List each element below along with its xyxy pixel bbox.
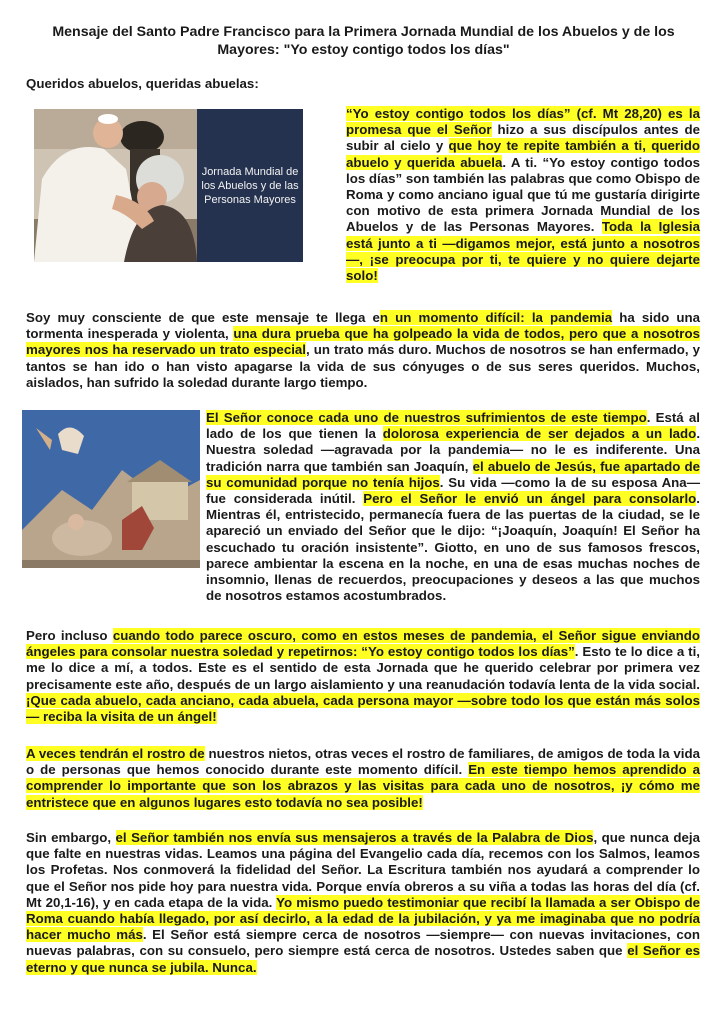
text-run: . Está al lado de los que tienen la (206, 410, 700, 442)
paragraph-5 (26, 746, 700, 811)
text-run: Toda la Iglesia está junto a ti —digamos mejor, está junto a nosotros—, ¡se preocupa por ti, te quiere y no quiere dejarte solo! (346, 219, 700, 284)
jornada-banner: Jornada Mundial de los Abuelos y de las Personas Mayores (197, 109, 303, 262)
pope-embrace-photo (34, 109, 303, 262)
pope-embrace-illustration (34, 109, 197, 262)
paragraph-6 (26, 830, 700, 976)
text-run: Soy muy consciente de que este mensaje te llega e (26, 310, 380, 325)
text-run: nuestros nietos, otras veces el rostro de familiares, de amigos de toda la vida o de personas que hemos conocido durante este momento difícil. (26, 746, 701, 778)
text-run: . Su vida —como la de su esposa Ana— fue considerada inútil. (206, 474, 700, 507)
text-run: Sin embargo, (26, 830, 116, 845)
text-run: . A ti. “Yo estoy contigo todos los días” son también las palabras que como Obispo de Roma y como anciano igual que tú me gustaría dirigirte con motivo de esta primera Jornada Mundial de los Abuelos y de las Personas Mayores. (346, 154, 700, 235)
text-run: . Mientras él, entristecido, permanecía fuera de las puertas de la ciudad, se le apareció un enviado del Señor que le dijo: “¡Joaquín, Joaquín! El Señor ha escuchado tu oración insistente”. Giotto, en uno de sus famosos frescos, parece ambientar la escena en la noche, en una de esas muchas noches de insomnio, llenas de recuerdos, preocupaciones y deseos a las que muchos de nosotros estamos acostumbrados. (206, 491, 700, 604)
text-run: Yo mismo puedo testimoniar que recibí la llamada a ser Obispo de Roma cuando había llegado, por así decirlo, a la edad de la jubilación, y ya me imaginaba que no podría hacer mucho más (26, 894, 700, 943)
paragraph-1-top (346, 106, 700, 284)
text-run: n un momento difícil: la pandemia (379, 310, 613, 325)
text-run: , un trato más duro. Muchos de nosotros se han enfermado, y tantos se han ido o han visto apagarse la vida de sus cónyuges o de sus seres queridos. Muchos, aislados, han sufrido la soledad durante largo tiempo. (26, 342, 700, 390)
paragraph-4 (26, 628, 700, 725)
text-run: . Esto te lo dice a ti, me lo dice a mí, a todos. Este es el sentido de esta Jornada que he querido celebrar por primera vez precisamente este año, después de un largo aislamiento y una reanudación todavía lenta de la vida social. (26, 644, 700, 692)
text-run: El Señor conoce cada uno de nuestros sufrimientos de este tiempo (206, 410, 647, 425)
text-run: ha sido una tormenta inesperada y violenta, (26, 310, 701, 342)
text-run: Pero incluso (26, 628, 113, 643)
text-run: cuando todo parece oscuro, como en estos meses de pandemia, el Señor sigue enviando ángeles para consolar nuestra soledad y repetirnos: “Yo estoy contigo todos los días” (26, 628, 700, 660)
text-run: En este tiempo hemos aprendido a comprender lo importante que son los abrazos y las visitas para cada uno de nosotros, ¡y cómo me entristece que en algunos lugares esto todavía no sea posible! (26, 762, 700, 810)
text-run: . El Señor está siempre cerca de nosotros —siempre— con nuevas invitaciones, con nuevas palabras, con su consuelo, pero siempre está cerca de nosotros. Ustedes saben que (26, 927, 700, 959)
salutation: Queridos abuelos, queridas abuelas: (26, 76, 259, 91)
text-run: ¡Que cada abuelo, cada anciano, cada abuela, cada persona mayor —sobre todo los que están más solos— reciba la visita de un ángel! (26, 692, 700, 725)
text-run: el Señor es eterno y que nunca se jubila. Nunca. (26, 943, 701, 975)
text-run: Pero el Señor le envió un ángel para consolarlo (363, 491, 697, 507)
joaquin-dream-fresco (22, 410, 200, 568)
text-run: . Nuestra soledad —agravada por la pandemia— no le es indiferente. Una tradición narra que también san Joaquín, (206, 426, 701, 474)
text-run: dolorosa experiencia de ser dejados a un lado (382, 426, 697, 442)
text-run: , que nunca deja que falte en nuestras vidas. Leamos una página del Evangelio cada día, recemos con los Salmos, leamos los Profetas. Nos conmoverá la fidelidad del Señor. La Escritura también nos ayudará a comprender lo que el Señor nos pide hoy para nuestra vida. Porque envía obreros a su viña a todas las horas del día (cf. Mt 20,1-16), y en cada etapa de la vida. (26, 830, 700, 910)
giotto-fresco-image (22, 410, 200, 568)
text-run: hizo a sus discípulos antes de subir al cielo y (346, 122, 700, 154)
text-run: “Yo estoy contigo todos los días” (cf. Mt 28,20) es la promesa que el Señor (346, 106, 700, 138)
text-run: el abuelo de Jesús, fue apartado de su comunidad porque no tenía hijos (206, 458, 701, 490)
text-run: que hoy te repite también a ti, querido abuelo y querida abuela (346, 138, 700, 170)
text-run: A veces tendrán el rostro de (26, 746, 205, 761)
text-run: el Señor también nos envía sus mensajeros a través de la Palabra de Dios (115, 830, 594, 845)
paragraph-3 (206, 410, 700, 604)
document-title: Mensaje del Santo Padre Francisco para la Primera Jornada Mundial de los Abuelos y de los Mayores: "Yo estoy contigo todos los días" (52, 24, 675, 58)
text-run: una dura prueba que ha golpeado la vida de todos, pero que a nosotros mayores nos ha reservado un trato especial (26, 326, 700, 358)
paragraph-2 (26, 310, 700, 391)
